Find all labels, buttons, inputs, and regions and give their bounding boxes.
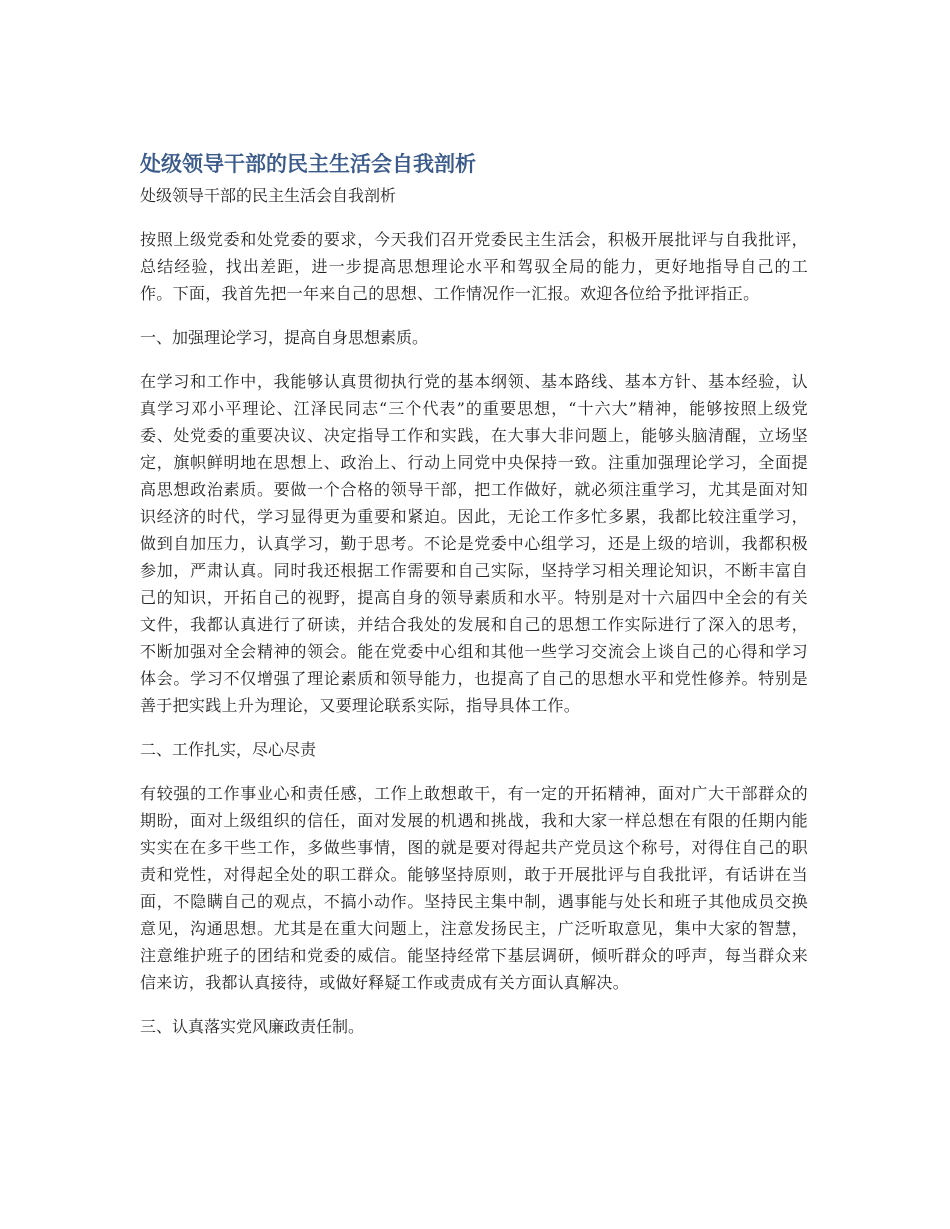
- section-1-heading: 一、加强理论学习，提高自身思想素质。: [140, 328, 429, 347]
- document-page: [140, 148, 808, 1057]
- document-title: 处级领导干部的民主生活会自我剖析: [140, 152, 476, 176]
- document-subtitle: 处级领导干部的民主生活会自我剖析: [140, 186, 397, 205]
- intro-paragraph: 按照上级党委和处党委的要求，今天我们召开党委民主生活会，积极开展批评与自我批评，总结经验，找出差距，进一步提高思想理论水平和驾驭全局的能力，更好地指导自己的工作。下面，我首先把一年来自己的思想、工作情况作一汇报。欢迎各位给予批评指正。: [140, 230, 808, 303]
- section-2-heading: 二、工作扎实，尽心尽责: [140, 740, 317, 759]
- section-2-body: 有较强的工作事业心和责任感，工作上敢想敢干，有一定的开拓精神，面对广大干部群众的期盼，面对上级组织的信任，面对发展的机遇和挑战，我和大家一样总想在有限的任期内能实实在在多干些工作，多做些事情，图的就是要对得起共产党员这个称号，对得住自己的职责和党性，对得起全处的职工群众。能够坚持原则，敢于开展批评与自我批评，有话讲在当面，不隐瞒自己的观点，不搞小动作。坚持民主集中制，遇事能与处长和班子其他成员交换意见，沟通思想。尤其是在重大问题上，注意发扬民主，广泛听取意见，集中大家的智慧，注意维护班子的团结和党委的威信。能坚持经常下基层调研，倾听群众的呼声，每当群众来信来访，我都认真接待，或做好释疑工作或责成有关方面认真解决。: [140, 784, 808, 992]
- section-3-heading: 三、认真落实党风廉政责任制。: [140, 1017, 365, 1036]
- section-1-body: 在学习和工作中，我能够认真贯彻执行党的基本纲领、基本路线、基本方针、基本经验，认真学习邓小平理论、江泽民同志“三个代表”的重要思想，“十六大”精神，能够按照上级党委、处党委的重要决议、决定指导工作和实践，在大事大非问题上，能够头脑清醒，立场坚定，旗帜鲜明地在思想上、政治上、行动上同党中央保持一致。注重加强理论学习，全面提高思想政治素质。要做一个合格的领导干部，把工作做好，就必须注重学习，尤其是面对知识经济的时代，学习显得更为重要和紧迫。因此，无论工作多忙多累，我都比较注重学习，做到自加压力，认真学习，勤于思考。不论是党委中心组学习，还是上级的培训，我都积极参加，严肃认真。同时我还根据工作需要和自己实际，坚持学习相关理论知识，不断丰富自己的知识，开拓自己的视野，提高自身的领导素质和水平。特别是对十六届四中全会的有关文件，我都认真进行了研读，并结合我处的发展和自己的思想工作实际进行了深入的思考，不断加强对全会精神的领会。能在党委中心组和其他一些学习交流会上谈自己的心得和学习体会。学习不仅增强了理论素质和领导能力，也提高了自己的思想水平和党性修养。特别是善于把实践上升为理论，又要理论联系实际，指导具体工作。: [140, 372, 808, 715]
